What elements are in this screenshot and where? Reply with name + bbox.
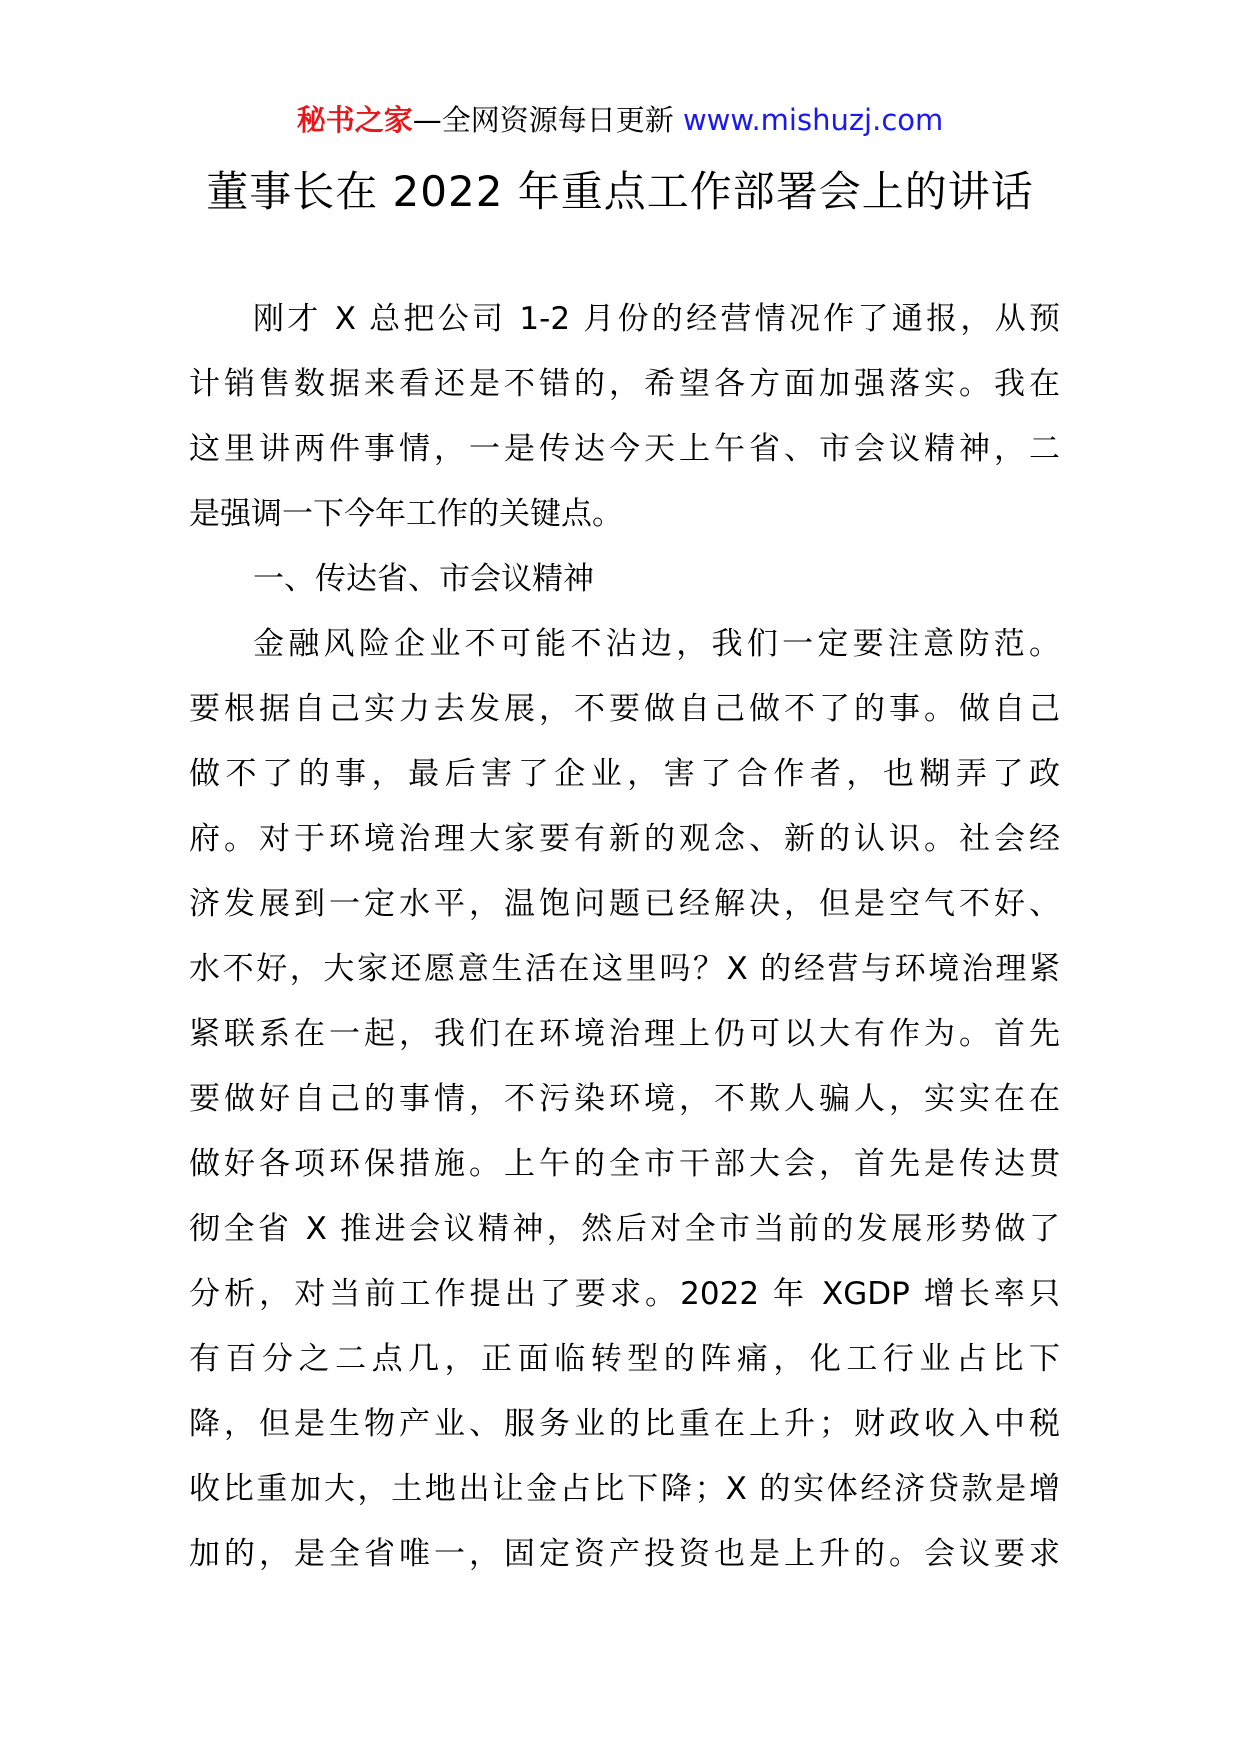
site-header (0, 100, 1240, 140)
body-line: 紧联系在一起，我们在环境治理上仍可以大有作为。首先 (189, 1016, 1060, 1052)
body-line: 刚才 X 总把公司 1-2 月份的经营情况作了通报，从预 (253, 301, 1060, 337)
body-line: 这里讲两件事情，一是传达今天上午省、市会议精神，二 (189, 431, 1060, 467)
body-line: 是强调一下今年工作的关键点。 (189, 496, 623, 532)
body-line: 分析，对当前工作提出了要求。2022 年 XGDP 增长率只 (189, 1276, 1060, 1312)
site-tagline: —全网资源每日更新 (412, 103, 683, 137)
body-line: 计销售数据来看还是不错的，希望各方面加强落实。我在 (189, 366, 1060, 402)
body-line: 水不好，大家还愿意生活在这里吗？X 的经营与环境治理紧 (189, 951, 1060, 987)
body-line: 有百分之二点几，正面临转型的阵痛，化工行业占比下 (189, 1341, 1060, 1377)
body-line: 府。对于环境治理大家要有新的观念、新的认识。社会经 (189, 821, 1060, 857)
site-url-link[interactable]: www.mishuzj.com (682, 103, 944, 137)
body-line: 做不了的事，最后害了企业，害了合作者，也糊弄了政 (189, 756, 1060, 792)
body-line: 收比重加大，土地出让金占比下降；X 的实体经济贷款是增 (189, 1471, 1060, 1507)
body-line: 要做好自己的事情，不污染环境，不欺人骗人，实实在在 (189, 1081, 1060, 1117)
body-line: 济发展到一定水平，温饱问题已经解决，但是空气不好、 (189, 886, 1060, 922)
body-line: 降，但是生物产业、服务业的比重在上升；财政收入中税 (189, 1406, 1060, 1442)
body-line: 要根据自己实力去发展，不要做自己做不了的事。做自己 (189, 691, 1060, 727)
body-line: 加的，是全省唯一，固定资产投资也是上升的。会议要求 (189, 1536, 1060, 1572)
section-heading: 一、传达省、市会议精神 (253, 561, 594, 597)
document-body (189, 287, 1060, 1587)
body-line: 做好各项环保措施。上午的全市干部大会，首先是传达贯 (189, 1146, 1060, 1182)
body-line: 彻全省 X 推进会议精神，然后对全市当前的发展形势做了 (189, 1211, 1060, 1247)
site-brand: 秘书之家 (296, 103, 413, 137)
body-line: 金融风险企业不可能不沾边，我们一定要注意防范。 (253, 626, 1060, 662)
document-title: 董事长在 2022 年重点工作部署会上的讲话 (206, 167, 1034, 216)
